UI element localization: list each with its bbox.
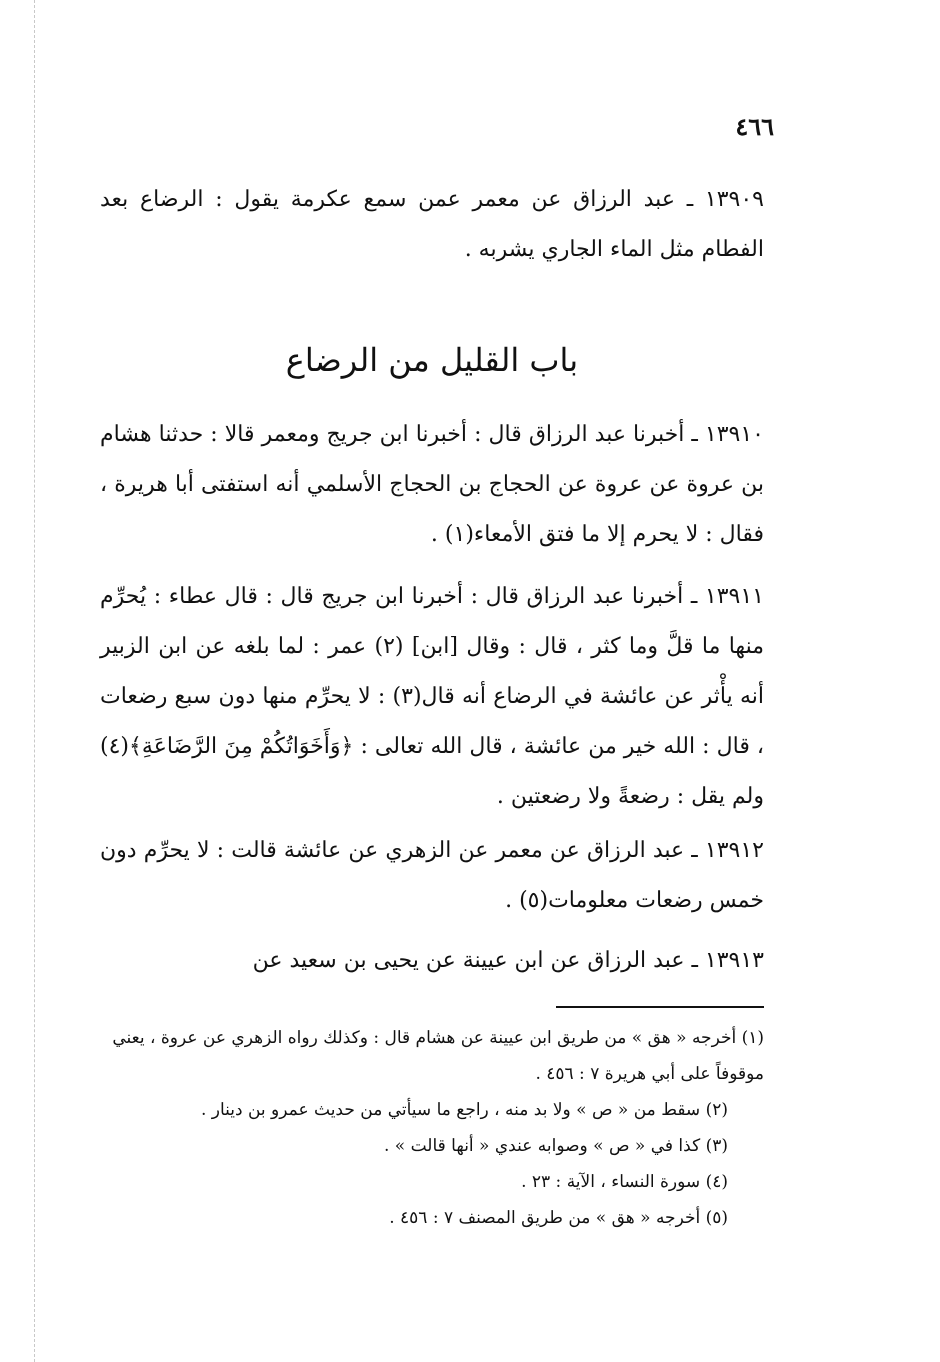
footnote-separator <box>556 1006 764 1008</box>
footnote-4: (٤) سورة النساء ، الآية : ٢٣ . <box>521 1172 728 1192</box>
hadith-13909 <box>100 175 764 275</box>
chapter-title: باب القليل من الرضاع <box>285 341 579 379</box>
footnote-3: (٣) كذا في « ص » وصوابه عندي « أنها قالت » . <box>383 1136 728 1156</box>
page-number: ٤٦٦ <box>735 112 774 141</box>
hadith-text: ١٣٩١٢ ـ عبد الرزاق عن معمر عن الزهري عن عائشة قالت : لا يحرِّم دون خمس رضعات معلومات(٥) . <box>100 838 764 913</box>
footnote-5: (٥) أخرجه « هق » من طريق المصنف ٧ : ٤٥٦ . <box>389 1208 728 1228</box>
hadith-13912 <box>100 826 764 926</box>
hadith-13910 <box>100 410 764 560</box>
hadith-text: ١٣٩١٠ ـ أخبرنا عبد الرزاق قال : أخبرنا ابن جريج ومعمر قالا : حدثنا هشام بن عروة عن عروة عن الحجاج بن الحجاج الأسلمي أنه استفتى أبا هريرة ، فقال : لا يحرم إلا ما فتق الأمعاء(١) . <box>100 422 764 547</box>
hadith-text: ١٣٩١٣ ـ عبد الرزاق عن ابن عيينة عن يحيى بن سعيد عن <box>252 948 764 973</box>
footnote-1: (١) أخرجه « هق » من طريق ابن عيينة عن هشام قال : وكذلك رواه الزهري عن عروة ، يعني موقوفاً على أبي هريرة ٧ : ٤٥٦ . <box>112 1028 764 1084</box>
footnote-2: (٢) سقط من « ص » ولا بد منه ، راجع ما سيأتي من حديث عمرو بن دينار . <box>200 1100 728 1120</box>
hadith-text: ١٣٩١١ ـ أخبرنا عبد الرزاق قال : أخبرنا ابن جريج قال : قال عطاء : يُحرِّم منها ما قلَّ وما كثر ، قال : وقال [ابن] (٢) عمر : لما بلغه عن ابن الزبير أنه يأْثر عن عائشة في الرضاع أنه قال(٣) : لا يحرِّم منها دون سبع رضعات ، قال : الله خير من عائشة ، قال الله تعالى : ﴿وَأَخَوَاتُكُمْ مِنَ الرَّضَاعَةِ﴾(٤) ولم يقل : رضعةً ولا رضعتين . <box>100 584 764 809</box>
hadith-text: ١٣٩٠٩ ـ عبد الرزاق عن معمر عمن سمع عكرمة يقول : الرضاع بعد الفطام مثل الماء الجاري يشربه . <box>100 187 764 262</box>
hadith-13913 <box>100 936 764 986</box>
footnotes <box>100 1020 764 1236</box>
hadith-13911 <box>100 572 764 822</box>
scan-edge-line <box>34 0 35 1362</box>
